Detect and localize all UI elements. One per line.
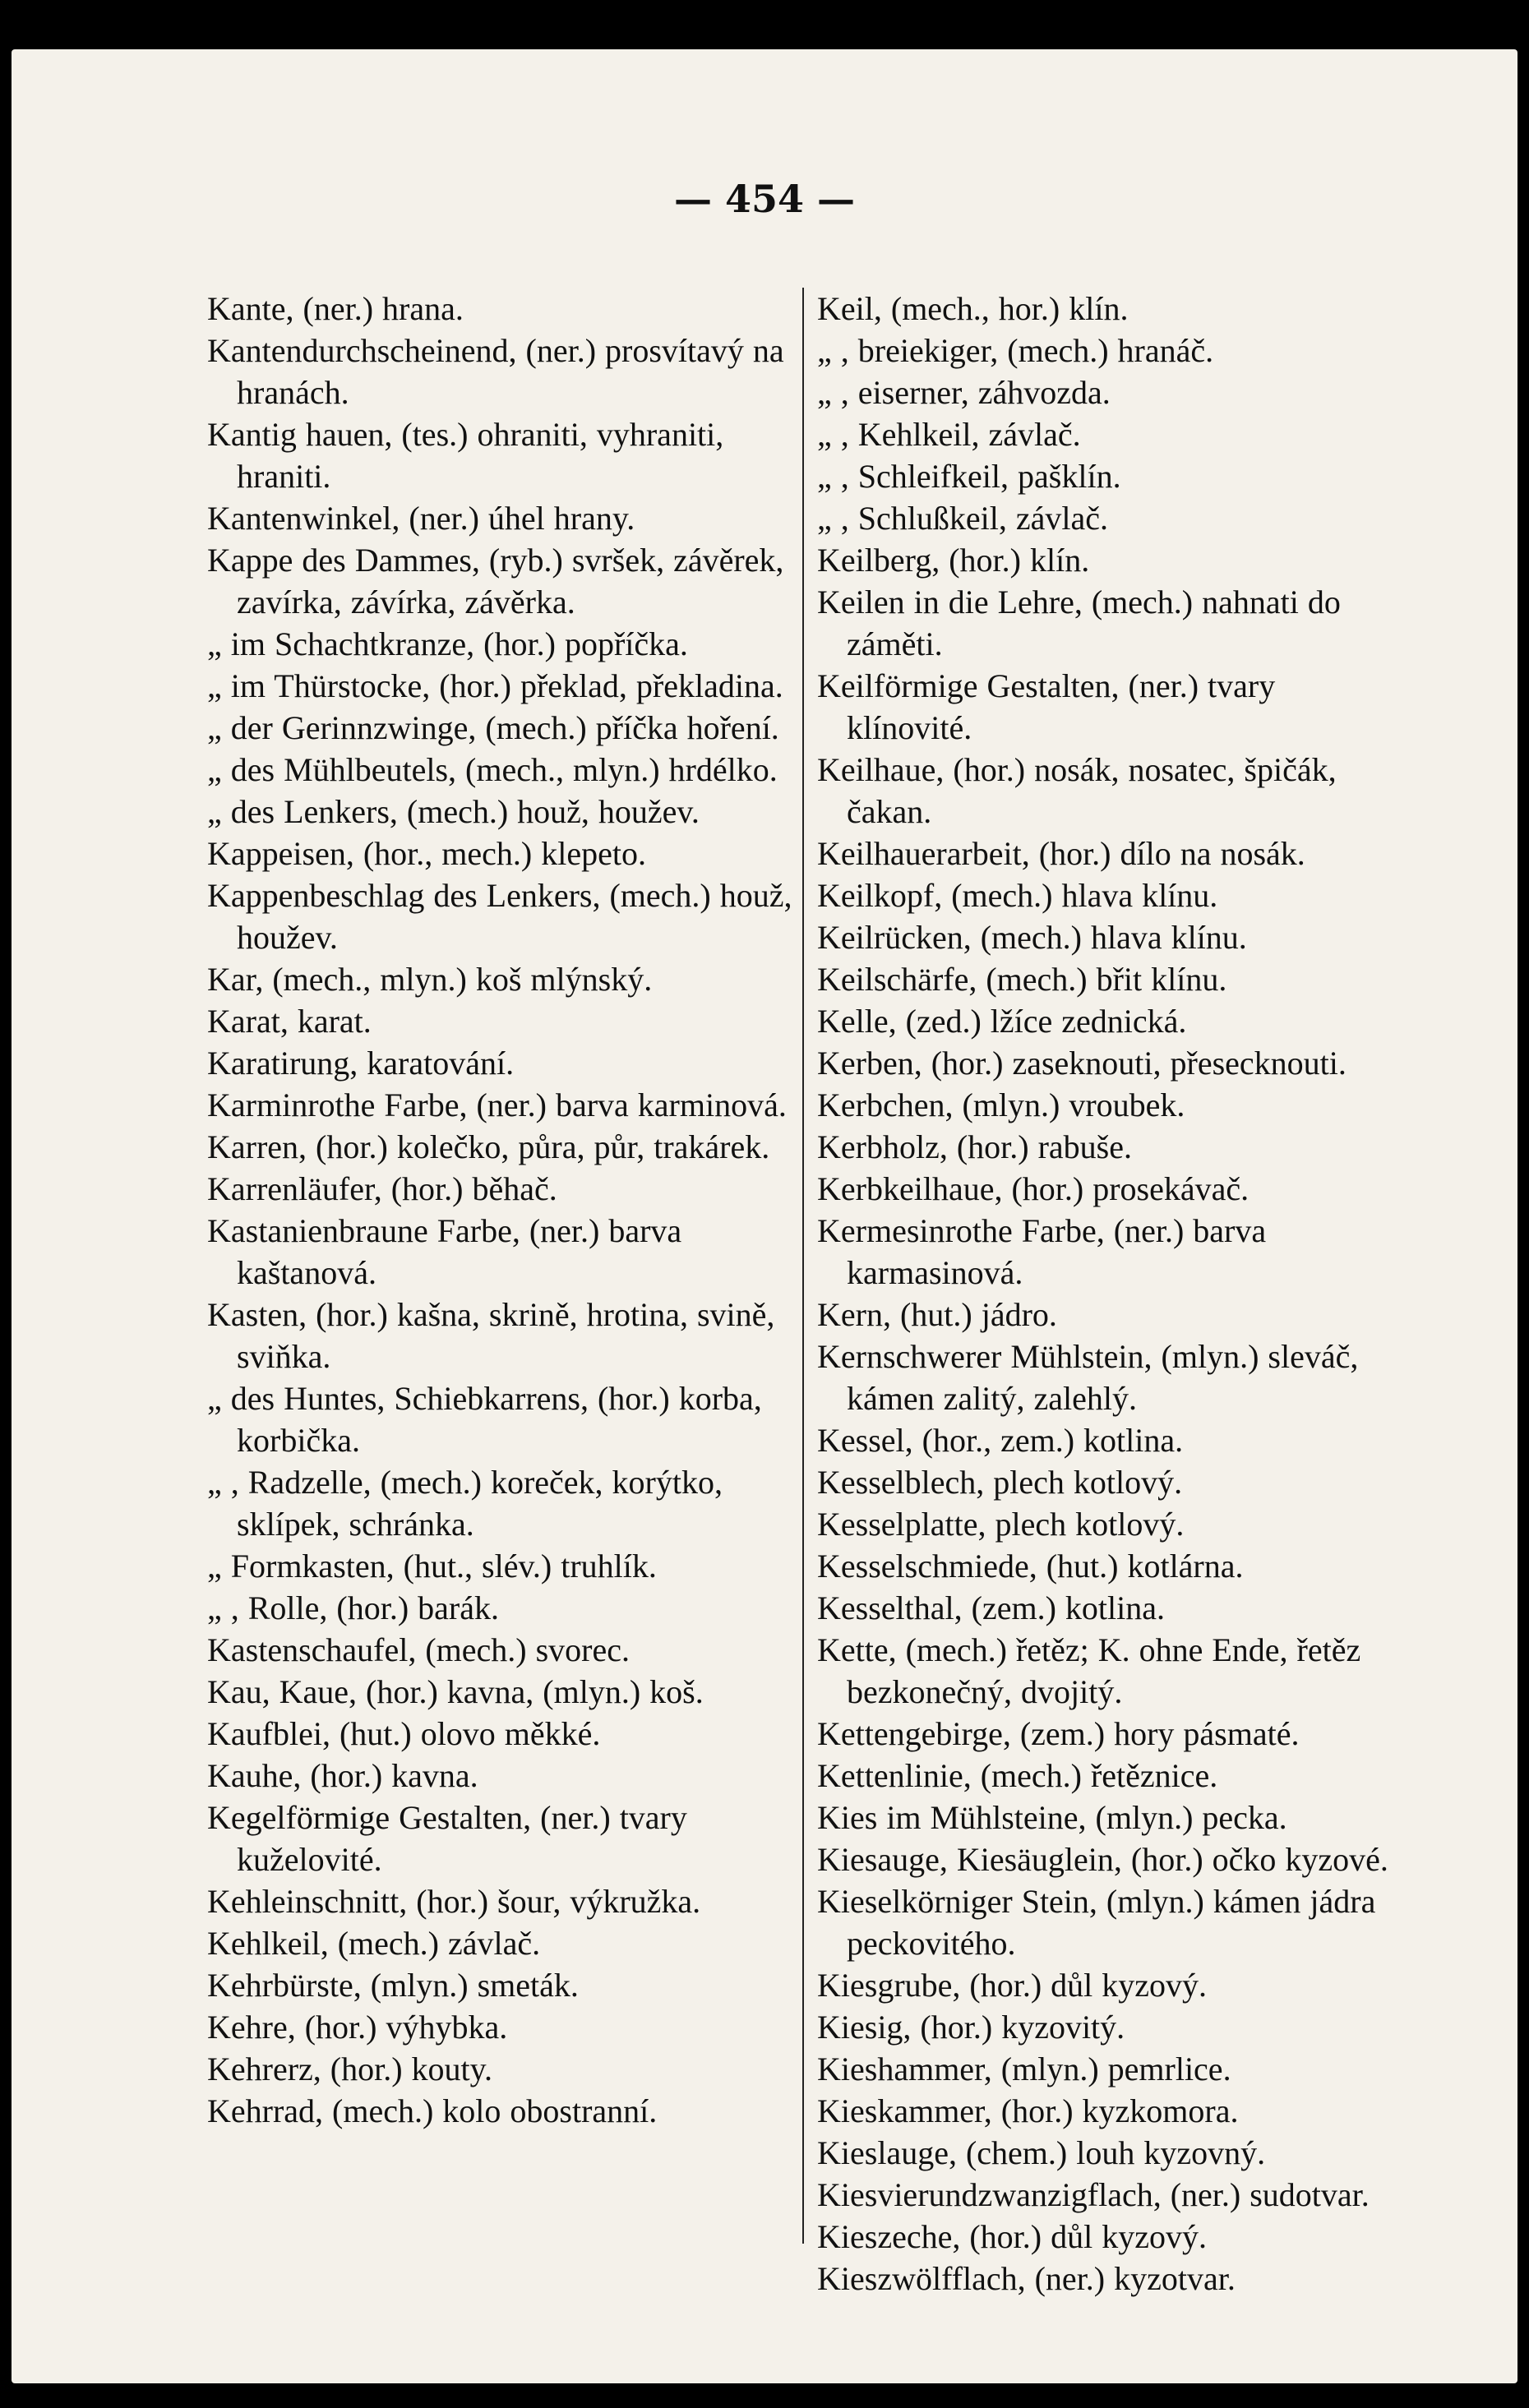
dictionary-entry: Kehre, (hor.) výhybka. [207, 2009, 508, 2046]
dictionary-entry: Kiesvierundzwanzigflach, (ner.) sudotvar. [817, 2176, 1370, 2213]
dictionary-entry: „ im Thürstocke, (hor.) překlad, překladina. [207, 667, 783, 704]
dictionary-entry: Kasten, (hor.) kašna, skrině, hrotina, svině, sviňka. [207, 1296, 775, 1375]
dictionary-entry: Kegelförmige Gestalten, (ner.) tvary kuželovité. [207, 1799, 687, 1878]
dictionary-entry: Karrenläufer, (hor.) běhač. [207, 1170, 557, 1207]
dictionary-entry: Kiesauge, Kiesäuglein, (hor.) očko kyzové. [817, 1841, 1388, 1878]
dictionary-entry: Keilberg, (hor.) klín. [817, 542, 1090, 579]
dictionary-entry: Kesselplatte, plech kotlový. [817, 1506, 1185, 1543]
dictionary-entry: „ Formkasten, (hut., slév.) truhlík. [207, 1548, 657, 1585]
dictionary-entry: Kettenlinie, (mech.) řetěznice. [817, 1757, 1218, 1794]
dictionary-entry: Kerben, (hor.) zaseknouti, přesecknouti. [817, 1045, 1347, 1082]
dictionary-entry: „ , breiekiger, (mech.) hranáč. [817, 332, 1214, 369]
dictionary-entry: „ des Lenkers, (mech.) houž, houžev. [207, 793, 700, 830]
dictionary-entry: Karren, (hor.) kolečko, půra, půr, trakárek. [207, 1128, 770, 1165]
dictionary-entry: „ , Schleifkeil, pašklín. [817, 458, 1121, 495]
dictionary-entry: Kiesgrube, (hor.) důl kyzový. [817, 1967, 1208, 2004]
dictionary-entry: Kar, (mech., mlyn.) koš mlýnský. [207, 961, 653, 998]
dictionary-entry: „ der Gerinnzwinge, (mech.) příčka hoření. [207, 709, 779, 746]
dictionary-entry: „ des Huntes, Schiebkarrens, (hor.) korba, korbička. [207, 1380, 762, 1459]
dictionary-entry: Kehrrad, (mech.) kolo obostranní. [207, 2092, 658, 2129]
dictionary-entry: Kantig hauen, (tes.) ohraniti, vyhraniti, hraniti. [207, 416, 724, 495]
dictionary-page [12, 49, 1517, 2383]
left-column [207, 288, 815, 2132]
dictionary-entry: Kehlkeil, (mech.) závlač. [207, 1925, 541, 1962]
dictionary-entry: Kern, (hut.) jádro. [817, 1296, 1057, 1333]
dictionary-entry: Keilrücken, (mech.) hlava klínu. [817, 919, 1247, 956]
dictionary-entry: Keil, (mech., hor.) klín. [817, 290, 1129, 327]
dictionary-entry: „ , eiserner, záhvozda. [817, 374, 1111, 411]
dictionary-entry: Kantendurchscheinend, (ner.) prosvítavý na hranách. [207, 332, 784, 411]
dictionary-entry: Kiesig, (hor.) kyzovitý. [817, 2009, 1125, 2046]
dictionary-entry: Keilhauerarbeit, (hor.) dílo na nosák. [817, 835, 1305, 872]
dictionary-entry: Kastanienbraune Farbe, (ner.) barva kaštanová. [207, 1212, 682, 1291]
dictionary-entry: Kau, Kaue, (hor.) kavna, (mlyn.) koš. [207, 1673, 704, 1710]
dictionary-entry: Kettengebirge, (zem.) hory pásmaté. [817, 1715, 1300, 1752]
dictionary-entry: Kernschwerer Mühlstein, (mlyn.) sleváč, kámen zalitý, zalehlý. [817, 1338, 1359, 1417]
dictionary-entry: Kappeisen, (hor., mech.) klepeto. [207, 835, 646, 872]
dictionary-entry: „ im Schachtkranze, (hor.) popříčka. [207, 625, 688, 662]
dictionary-entry: Kies im Mühlsteine, (mlyn.) pecka. [817, 1799, 1287, 1836]
dictionary-entry: Kauhe, (hor.) kavna. [207, 1757, 478, 1794]
dictionary-entry: Keilkopf, (mech.) hlava klínu. [817, 877, 1218, 914]
dictionary-entry: „ des Mühlbeutels, (mech., mlyn.) hrdélko. [207, 751, 778, 788]
dictionary-entry: Kappenbeschlag des Lenkers, (mech.) houž, houžev. [207, 877, 792, 956]
dictionary-entry: Kesselblech, plech kotlový. [817, 1464, 1183, 1501]
dictionary-entry: „ , Schlußkeil, závlač. [817, 500, 1108, 537]
dictionary-entry: Kerbchen, (mlyn.) vroubek. [817, 1086, 1185, 1123]
dictionary-entry: Kesselschmiede, (hut.) kotlárna. [817, 1548, 1244, 1585]
dictionary-entry: Keilen in die Lehre, (mech.) nahnati do záměti. [817, 584, 1341, 662]
dictionary-entry: „ , Rolle, (hor.) barák. [207, 1589, 499, 1626]
page-number: — 454 — [673, 177, 856, 221]
dictionary-entry: Kette, (mech.) řetěz; K. ohne Ende, řetěz bezkonečný, dvojitý. [817, 1631, 1361, 1710]
dictionary-entry: „ , Kehlkeil, závlač. [817, 416, 1081, 453]
dictionary-entry: Kerbholz, (hor.) rabuše. [817, 1128, 1132, 1165]
dictionary-entry: Kaufblei, (hut.) olovo měkké. [207, 1715, 601, 1752]
dictionary-entry: Karatirung, karatování. [207, 1045, 515, 1082]
right-column [817, 288, 1409, 2300]
dictionary-entry: Kappe des Dammes, (ryb.) svršek, závěrek, zavírka, závírka, závěrka. [207, 542, 784, 620]
dictionary-entry: Kieshammer, (mlyn.) pemrlice. [817, 2050, 1231, 2087]
dictionary-entry: Kieszeche, (hor.) důl kyzový. [817, 2218, 1207, 2255]
dictionary-entry: Kante, (ner.) hrana. [207, 290, 464, 327]
dictionary-entry: Kehleinschnitt, (hor.) šour, výkružka. [207, 1883, 701, 1920]
dictionary-entry: Kieskammer, (hor.) kyzkomora. [817, 2092, 1239, 2129]
dictionary-entry: Kieselkörniger Stein, (mlyn.) kámen jádra peckovitého. [817, 1883, 1376, 1962]
dictionary-entry: Kessel, (hor., zem.) kotlina. [817, 1422, 1184, 1459]
dictionary-entry: Karminrothe Farbe, (ner.) barva karminová. [207, 1086, 787, 1123]
dictionary-entry: Kelle, (zed.) lžíce zednická. [817, 1003, 1187, 1040]
dictionary-entry: Kesselthal, (zem.) kotlina. [817, 1589, 1165, 1626]
dictionary-entry: Keilhaue, (hor.) nosák, nosatec, špičák, čakan. [817, 751, 1337, 830]
dictionary-entry: Kieszwölfflach, (ner.) kyzotvar. [817, 2260, 1236, 2297]
dictionary-entry: Kerbkeilhaue, (hor.) prosekávač. [817, 1170, 1250, 1207]
dictionary-entry: „ , Radzelle, (mech.) koreček, korýtko, sklípek, schránka. [207, 1464, 723, 1543]
dictionary-entry: Kehrbürste, (mlyn.) smeták. [207, 1967, 579, 2004]
dictionary-entry: Kieslauge, (chem.) louh kyzovný. [817, 2134, 1266, 2171]
dictionary-entry: Kehrerz, (hor.) kouty. [207, 2050, 493, 2087]
dictionary-entry: Keilschärfe, (mech.) břit klínu. [817, 961, 1227, 998]
dictionary-entry: Karat, karat. [207, 1003, 372, 1040]
dictionary-entry: Kastenschaufel, (mech.) svorec. [207, 1631, 630, 1668]
dictionary-entry: Keilförmige Gestalten, (ner.) tvary klínovité. [817, 667, 1276, 746]
dictionary-entry: Kantenwinkel, (ner.) úhel hrany. [207, 500, 635, 537]
dictionary-entry: Kermesinrothe Farbe, (ner.) barva karmasinová. [817, 1212, 1267, 1291]
